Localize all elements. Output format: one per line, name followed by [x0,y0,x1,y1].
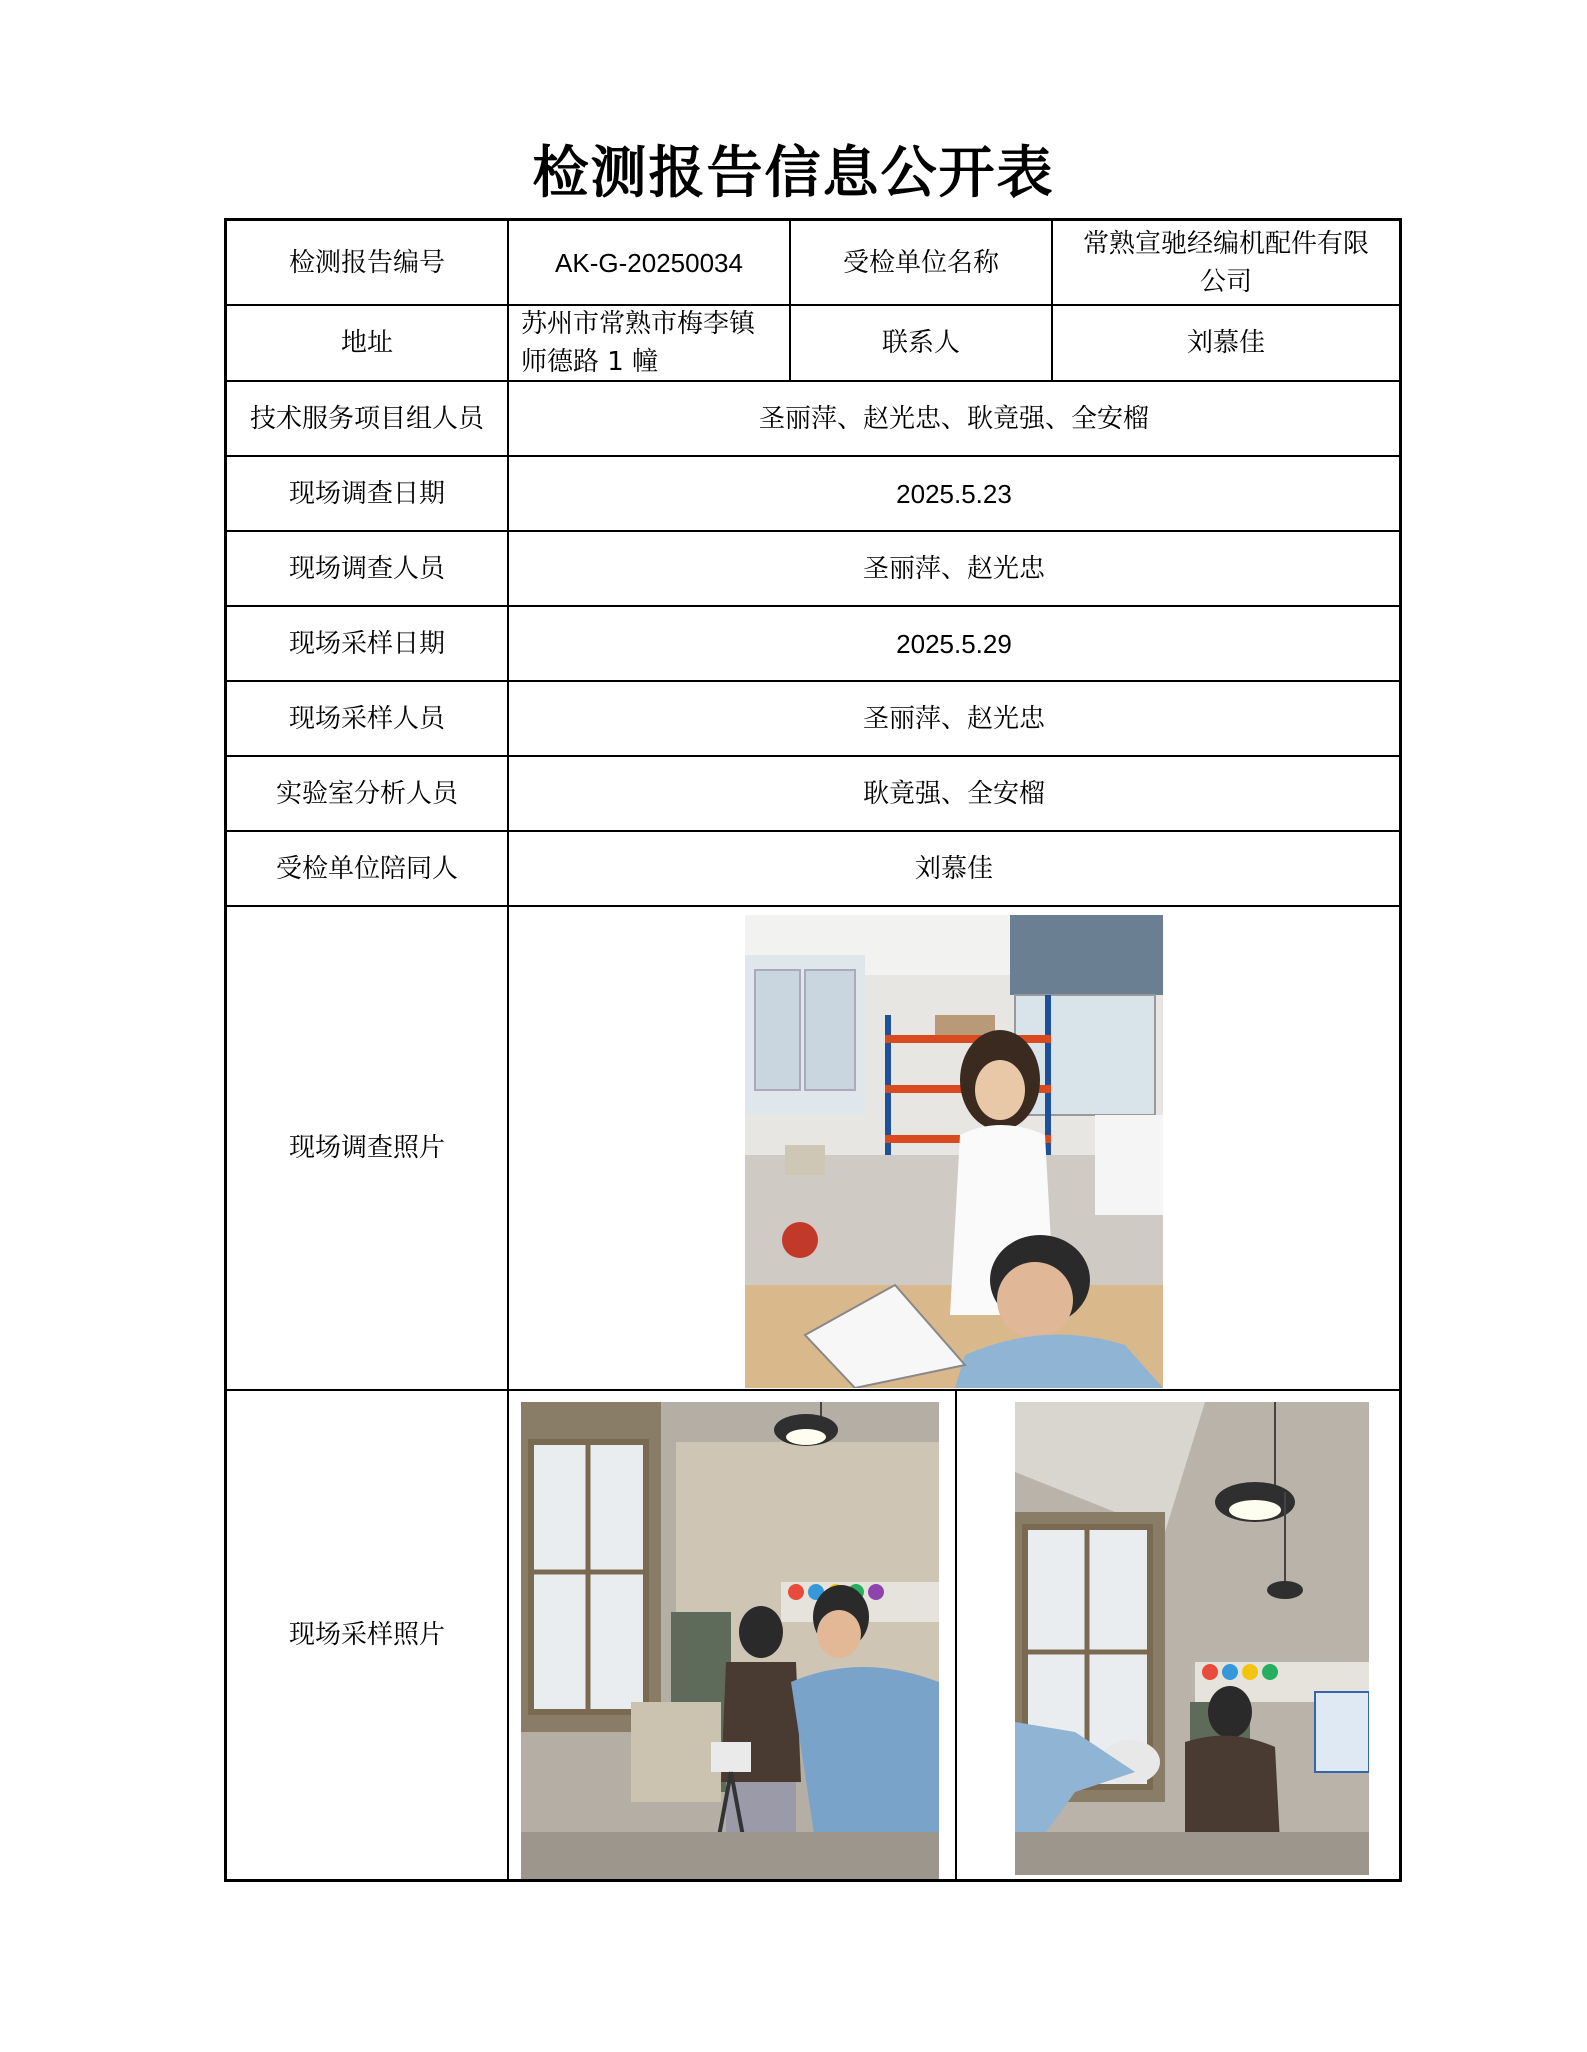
table-row [227,532,1399,607]
page-title: 检测报告信息公开表 [532,140,1055,206]
table-row [227,306,1399,382]
unit-value: 常熟宣驰经编机配件有限公司 [1083,228,1370,297]
row-value: 刘慕佳 [914,853,993,884]
table-row [227,382,1399,457]
row-value: 圣丽萍、赵光忠 [862,553,1045,584]
contact-label: 联系人 [791,306,1053,380]
sampling-photo-1 [521,1402,939,1879]
row-label: 现场采样日期 [227,607,509,680]
table-row [227,457,1399,532]
unit-label: 受检单位名称 [791,221,1053,304]
contact-value: 刘慕佳 [1186,328,1265,358]
row-label: 实验室分析人员 [227,757,509,830]
row-label: 现场调查人员 [227,532,509,605]
sampling-photo-label: 现场采样照片 [227,1391,509,1879]
table-row [227,832,1399,907]
table-row [227,221,1399,306]
row-value: 2025.5.29 [896,628,1012,659]
table-row [227,1391,1399,1879]
row-value: 2025.5.23 [896,478,1012,509]
table-row [227,757,1399,832]
row-value: 耿竟强、全安榴 [862,778,1045,809]
row-value: 圣丽萍、赵光忠 [862,703,1045,734]
row-label: 受检单位陪同人 [227,832,509,905]
row-label: 现场采样人员 [227,682,509,755]
address-value: 苏州市常熟市梅李镇师德路 1 幢 [509,306,791,380]
row-label: 技术服务项目组人员 [227,382,509,455]
table-row [227,907,1399,1391]
survey-photo-label: 现场调查照片 [227,907,509,1389]
survey-photo [745,915,1163,1388]
row-value: 圣丽萍、赵光忠、耿竟强、全安榴 [758,403,1149,434]
address-label: 地址 [227,306,509,380]
table-row [227,682,1399,757]
info-table [224,218,1402,1882]
report-no-value: AK-G-20250034 [509,221,791,304]
sampling-photo-2 [1015,1402,1369,1875]
table-row [227,607,1399,682]
report-no-label: 检测报告编号 [227,221,509,304]
row-label: 现场调查日期 [227,457,509,530]
